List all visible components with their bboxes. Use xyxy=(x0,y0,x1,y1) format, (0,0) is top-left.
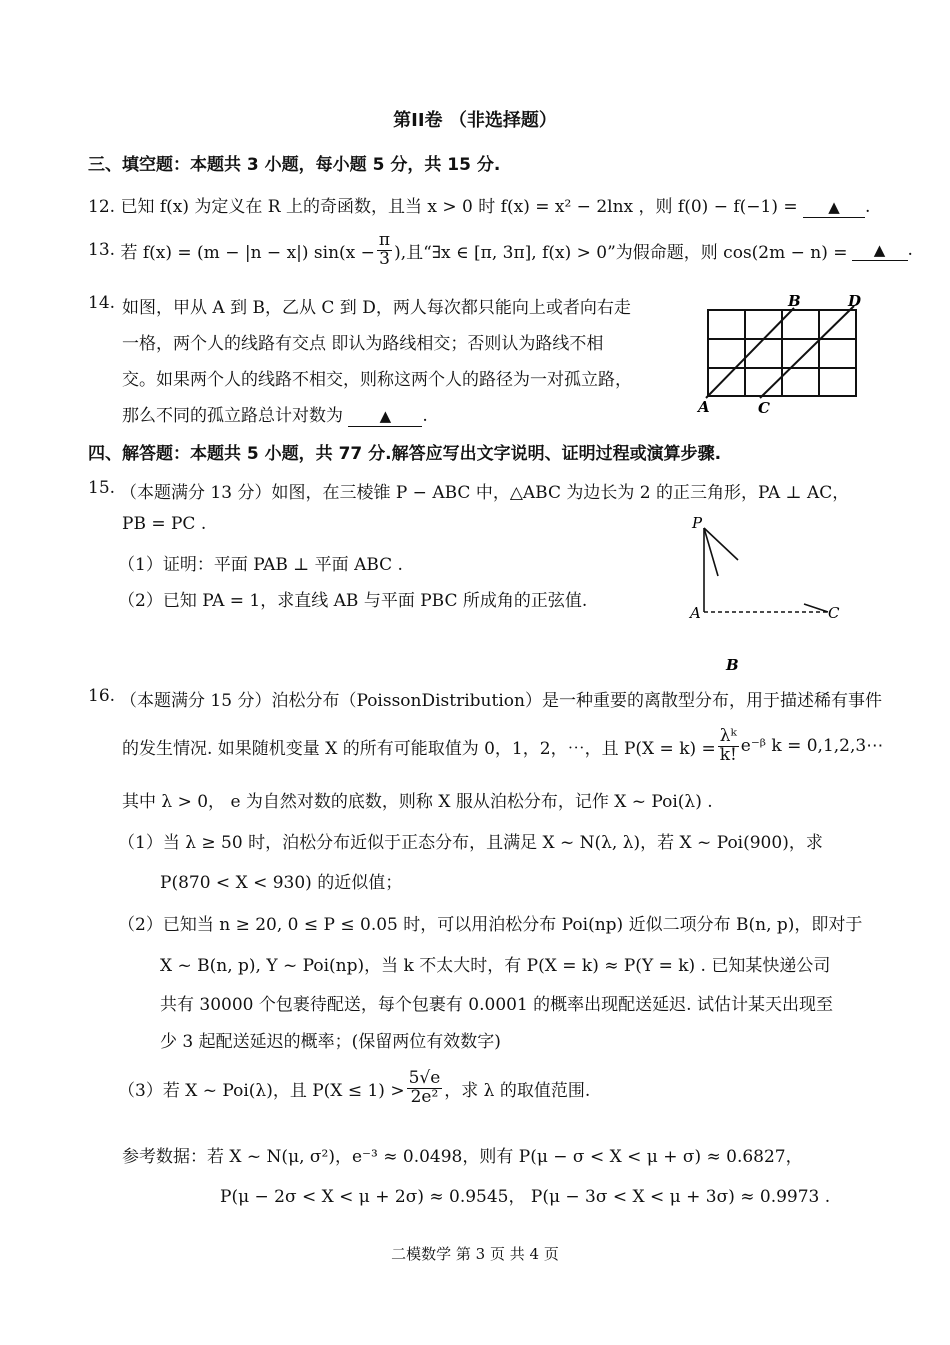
q12-blank-marker: ▲ xyxy=(828,198,840,216)
q14-grid-figure xyxy=(696,292,866,420)
fig-label-p: P xyxy=(692,514,703,532)
q13-answer-blank xyxy=(852,240,908,261)
q15-line1: （本题满分 13 分）如图，在三棱锥 P − ABC 中，△ABC 为边长为 2 的正三角形，PA ⊥ AC， xyxy=(120,483,850,503)
page-footer: 二模数学 第 3 页 共 4 页 xyxy=(391,1245,559,1263)
q16-sub2-c: 共有 30000 个包裹待配送，每个包裹有 0.0001 的概率出现配送延迟. 试估计某天出现至 xyxy=(160,995,833,1015)
q16-line2 xyxy=(122,728,883,765)
q16-sub3-num: 5√e xyxy=(408,1068,441,1088)
q14-number: 14. xyxy=(88,293,116,313)
q16-reference-2: P(μ − 2σ < X < μ + 2σ) ≈ 0.9545， P(μ − 3σ < X < μ + 3σ) ≈ 0.9973 . xyxy=(220,1187,831,1207)
q13-frac-den: 3 xyxy=(379,248,390,269)
q14-line3: 交。如果两个人的线路不相交，则称这两个人的路径为一对孤立路， xyxy=(122,370,632,390)
q16-sub1-a: （1）当 λ ≥ 50 时，泊松分布近似于正态分布，且满足 X ~ N(λ, λ)，若 X ~ Poi(900)，求 xyxy=(118,833,823,853)
q16-line3: 其中 λ > 0， e 为自然对数的底数，则称 X 服从泊松分布，记作 X ~ Poi(λ) . xyxy=(122,792,713,812)
question-12 xyxy=(88,192,870,218)
q13-text-a: 若 f(x) = (m − |n − x|) sin(x − xyxy=(120,242,375,263)
part4-heading: 四、解答题：本题共 5 小题，共 77 分.解答应写出文字说明、证明过程或演算步骤. xyxy=(88,444,722,464)
q15-line2: PB = PC . xyxy=(122,514,207,534)
q16-sub3-den: 2e² xyxy=(410,1086,439,1107)
q14-line1: 如图，甲从 A 到 B，乙从 C 到 D，两人每次都只能向上或者向右走 xyxy=(122,298,631,318)
section-title: 第II卷 （非选择题） xyxy=(393,110,557,131)
q16-sub3-fraction xyxy=(407,1070,443,1107)
fig-label-c: C xyxy=(828,604,840,622)
grid-label-b: B xyxy=(788,292,801,310)
q16-sub3-b: ，求 λ 的取值范围. xyxy=(444,1080,591,1101)
q15-sub2: （2）已知 PA = 1，求直线 AB 与平面 PBC 所成角的正弦值. xyxy=(118,591,588,611)
q15-sub1: （1）证明：平面 PAB ⊥ 平面 ABC . xyxy=(118,555,403,575)
q13-text-b: ),且“∃x ∈ [π, 3π], f(x) > 0”为假命题，则 cos(2m − n) = xyxy=(394,242,848,263)
q16-reference-1: 参考数据：若 X ~ N(μ, σ²)，e⁻³ ≈ 0.0498，则有 P(μ − σ < X < μ + σ) ≈ 0.6827， xyxy=(122,1147,803,1167)
q16-sub2-a: （2）已知当 n ≥ 20, 0 ≤ P ≤ 0.05 时，可以用泊松分布 Poi(np) 近似二项分布 B(n, p)，即对于 xyxy=(118,915,863,935)
q14-end: . xyxy=(422,406,428,426)
question-13 xyxy=(88,232,913,269)
q16-sub3 xyxy=(118,1070,590,1107)
q12-number: 12. xyxy=(88,197,116,217)
grid-lines xyxy=(708,310,856,396)
fig-label-a: A xyxy=(690,604,701,622)
q16-frac-den: k! xyxy=(719,744,737,765)
grid-label-d: D xyxy=(848,292,862,310)
grid-label-a: A xyxy=(698,398,710,416)
q13-fraction xyxy=(377,232,392,269)
q16-sub2-b: X ~ B(n, p), Y ~ Poi(np)，当 k 不太大时，有 P(X = k) ≈ P(Y = k) . 已知某快递公司 xyxy=(160,956,831,976)
q13-blank-marker: ▲ xyxy=(873,240,886,259)
q14-line4-row xyxy=(122,401,428,427)
q16-number: 16. xyxy=(88,686,116,706)
q16-sub3-a: （3）若 X ~ Poi(λ)，且 P(X ≤ 1) > xyxy=(118,1080,405,1101)
q13-frac-num: π xyxy=(378,230,391,250)
q15-number: 15. xyxy=(88,478,116,498)
q16-sub2-d: 少 3 起配送延迟的概率；(保留两位有效数字) xyxy=(160,1032,501,1052)
q15-pyramid-figure xyxy=(688,514,848,674)
q12-text: 已知 f(x) 为定义在 R 上的奇函数，且当 x > 0 时 f(x) = x² − 2lnx ，则 f(0) − f(−1) = xyxy=(120,197,798,217)
q14-blank-marker: ▲ xyxy=(379,407,392,425)
q14-line2: 一格，两个人的线路有交点 即认为路线相交；否则认为路线不相 xyxy=(122,334,604,354)
part3-heading: 三、填空题：本题共 3 小题，每小题 5 分，共 15 分. xyxy=(88,155,501,175)
path-c-to-d xyxy=(760,306,854,398)
edge-c-mark xyxy=(804,604,828,612)
path-a-to-b xyxy=(706,308,794,398)
q16-line2-a: 的发生情况. 如果随机变量 X 的所有可能取值为 0，1，2，⋯，且 P(X = k) = xyxy=(122,738,716,759)
q13-number: 13. xyxy=(88,240,116,261)
grid-label-c: C xyxy=(758,399,770,417)
q16-line2-b: e⁻ᵝ k = 0,1,2,3⋯ xyxy=(740,736,884,757)
q16-sub1-b: P(870 < X < 930) 的近似值； xyxy=(160,873,403,893)
q12-answer-blank xyxy=(803,197,865,218)
q16-line1: （本题满分 15 分）泊松分布（PoissonDistribution）是一种重要的离散型分布，用于描述稀有事件 xyxy=(120,691,882,711)
q16-frac-num: λᵏ xyxy=(719,726,737,746)
q13-end: . xyxy=(907,240,913,261)
q16-pmf-fraction xyxy=(718,728,739,765)
q14-line4: 那么不同的孤立路总计对数为 xyxy=(122,406,343,426)
q12-end: . xyxy=(865,197,871,217)
fig-label-b: B xyxy=(726,656,739,674)
q14-answer-blank xyxy=(348,406,422,427)
